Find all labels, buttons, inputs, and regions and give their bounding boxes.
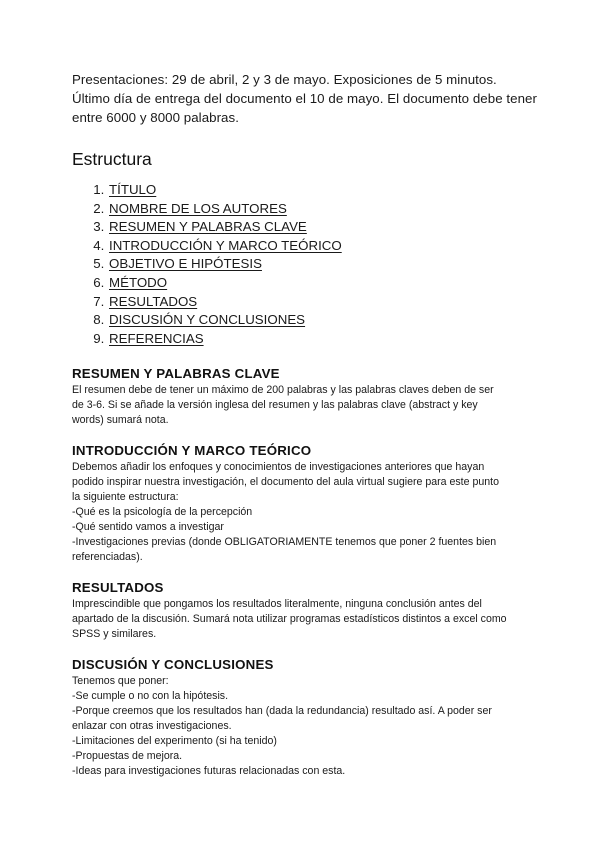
section-body-introduccion bbox=[72, 460, 544, 565]
intro-paragraph bbox=[72, 70, 544, 127]
structure-list-item bbox=[108, 311, 544, 330]
body-line: la siguiente estructura: bbox=[72, 491, 179, 504]
body-line: -Limitaciones del experimento (si ha tenido) bbox=[72, 735, 277, 748]
toc-link-titulo[interactable]: TÍTULO bbox=[109, 182, 157, 197]
toc-link-introduccion[interactable]: INTRODUCCIÓN Y MARCO TEÓRICO bbox=[109, 237, 342, 253]
toc-link-referencias[interactable]: REFERENCIAS bbox=[109, 330, 204, 346]
section-body-discusion bbox=[72, 674, 544, 779]
body-line: podido inspirar nuestra investigación, el documento del aula virtual sugiere para este punto bbox=[72, 476, 499, 489]
toc-link-discusion[interactable]: DISCUSIÓN Y CONCLUSIONES bbox=[109, 312, 306, 328]
body-line: -Porque creemos que los resultados han (dada la redundancia) resultado así. A poder ser bbox=[72, 705, 492, 718]
body-line: -Investigaciones previas (donde OBLIGATORIAMENTE tenemos que poner 2 fuentes bien bbox=[72, 536, 497, 549]
structure-list-item bbox=[108, 237, 544, 256]
section-heading-resultados: RESULTADOS bbox=[72, 580, 164, 596]
toc-link-resumen[interactable]: RESUMEN Y PALABRAS CLAVE bbox=[109, 219, 307, 235]
structure-list-item bbox=[108, 255, 544, 274]
body-line: SPSS y similares. bbox=[72, 628, 157, 641]
body-line: El resumen debe de tener un máximo de 200 palabras y las palabras claves deben de ser bbox=[72, 384, 494, 397]
body-line: words) sumará nota. bbox=[72, 414, 169, 427]
toc-link-metodo[interactable]: MÉTODO bbox=[109, 274, 168, 290]
body-line: referenciadas). bbox=[72, 551, 143, 564]
body-line: -Se cumple o no con la hipótesis. bbox=[72, 690, 229, 703]
structure-list-item bbox=[108, 330, 544, 349]
intro-line: entre 6000 y 8000 palabras. bbox=[72, 110, 239, 125]
section-heading-resumen: RESUMEN Y PALABRAS CLAVE bbox=[72, 366, 280, 382]
body-line: apartado de la discusión. Sumará nota utilizar programas estadísticos distintos a excel como bbox=[72, 613, 507, 626]
section-body-resumen bbox=[72, 383, 544, 428]
section-heading-introduccion: INTRODUCCIÓN Y MARCO TEÓRICO bbox=[72, 443, 312, 459]
body-line: -Propuestas de mejora. bbox=[72, 750, 183, 763]
structure-list-item bbox=[108, 200, 544, 219]
intro-line: Último día de entrega del documento el 10 de mayo. El documento debe tener bbox=[72, 91, 537, 106]
body-line: -Qué es la psicología de la percepción bbox=[72, 506, 253, 519]
toc-link-resultados[interactable]: RESULTADOS bbox=[109, 293, 198, 309]
section-body-resultados bbox=[72, 597, 544, 642]
body-line: -Ideas para investigaciones futuras relacionadas con esta. bbox=[72, 765, 346, 778]
structure-list bbox=[72, 181, 544, 348]
body-line: enlazar con otras investigaciones. bbox=[72, 720, 232, 733]
body-line: -Qué sentido vamos a investigar bbox=[72, 521, 224, 534]
section-heading-discusion: DISCUSIÓN Y CONCLUSIONES bbox=[72, 657, 274, 673]
structure-list-item bbox=[108, 274, 544, 293]
body-line: Debemos añadir los enfoques y conocimientos de investigaciones anteriores que hayan bbox=[72, 461, 485, 474]
structure-list-item bbox=[108, 218, 544, 237]
body-line: Imprescindible que pongamos los resultados literalmente, ninguna conclusión antes del bbox=[72, 598, 482, 611]
structure-list-item bbox=[108, 181, 544, 200]
body-line: de 3-6. Si se añade la versión inglesa del resumen y las palabras clave (abstract y key bbox=[72, 399, 478, 412]
structure-list-item bbox=[108, 293, 544, 312]
structure-heading: Estructura bbox=[72, 149, 152, 169]
intro-line: Presentaciones: 29 de abril, 2 y 3 de mayo. Exposiciones de 5 minutos. bbox=[72, 72, 497, 87]
body-line: Tenemos que poner: bbox=[72, 675, 169, 688]
toc-link-autores[interactable]: NOMBRE DE LOS AUTORES bbox=[109, 200, 287, 216]
toc-link-objetivo[interactable]: OBJETIVO E HIPÓTESIS bbox=[109, 256, 262, 272]
